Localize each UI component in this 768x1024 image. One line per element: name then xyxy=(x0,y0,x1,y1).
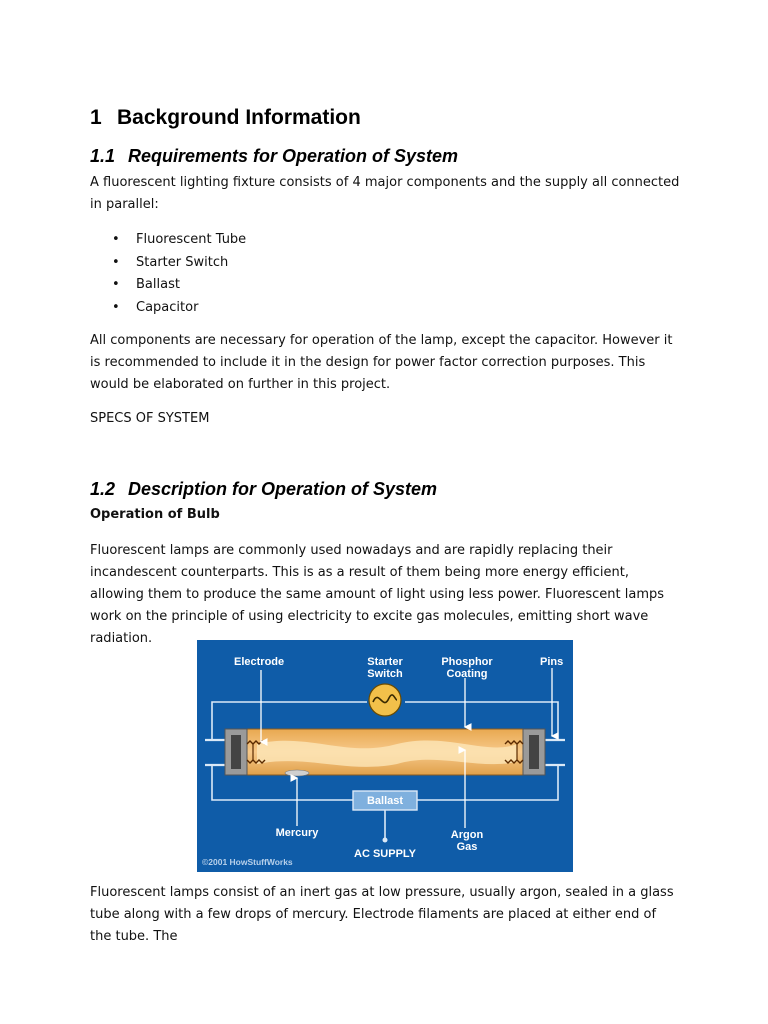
label-switch: Switch xyxy=(367,668,403,680)
specs-text: SPECS OF SYSTEM xyxy=(90,411,210,426)
label-ballast: Ballast xyxy=(366,795,404,807)
label-mercury: Mercury xyxy=(275,827,319,839)
label-starter: Starter xyxy=(367,656,403,668)
section-title: Background Information xyxy=(117,106,361,129)
section-number: 1 xyxy=(90,106,102,129)
label-ac-supply: AC SUPPLY xyxy=(354,848,416,860)
fluorescent-tube xyxy=(235,729,535,776)
section-number: 1.1 xyxy=(90,146,116,166)
fluorescent-lamp-diagram xyxy=(197,640,573,872)
ac-supply-terminal xyxy=(383,838,388,843)
section-number: 1.2 xyxy=(90,479,116,499)
list-item: • Starter Switch xyxy=(112,252,246,275)
section-title: Description for Operation of System xyxy=(128,479,438,499)
section-1-heading xyxy=(90,106,361,130)
label-argon: Argon xyxy=(450,829,484,841)
bullet-icon: • xyxy=(112,254,120,270)
section-1-1-heading xyxy=(90,146,458,167)
intro-paragraph: A fluorescent lighting fixture consists of 4 major components and the supply all connected in parallel: xyxy=(90,175,680,212)
label-gas: Gas xyxy=(456,841,478,853)
label-phosphor: Phosphor xyxy=(441,656,493,668)
bullet-icon: • xyxy=(112,277,120,292)
label-electrode: Electrode xyxy=(234,656,285,668)
mercury-drop xyxy=(285,770,309,776)
lamp-construction-paragraph: Fluorescent lamps consist of an inert gas at low pressure, usually argon, sealed in a glass tube along with a few drops of mercury. Electrode filaments are placed at either end of the tube. The xyxy=(90,885,674,944)
starter-switch-icon xyxy=(369,684,401,716)
bullet-icon: • xyxy=(112,299,120,315)
label-coating: Coating xyxy=(446,668,488,680)
label-pins: Pins xyxy=(540,656,564,668)
operation-paragraph: Fluorescent lamps are commonly used nowadays and are rapidly replacing their incandescent counterparts. This is as a result of them being more energy efficient, allowing them to produce the same amount of light using less power. Fluorescent lamps work on the principle of using electricity to excite gas molecules, emitting short wave radiation. xyxy=(90,543,665,646)
list-item: • Fluorescent Tube xyxy=(112,229,246,252)
section-1-2-heading xyxy=(90,479,437,500)
figure-credit: ©2001 HowStuffWorks xyxy=(202,857,293,867)
section-title: Requirements for Operation of System xyxy=(128,146,459,166)
operation-subheading: Operation of Bulb xyxy=(90,507,220,522)
components-paragraph: All components are necessary for operation of the lamp, except the capacitor. However it is recommended to include it in the design for power factor correction purposes. This would be elaborated on further in this project. xyxy=(90,333,673,392)
bullet-icon: • xyxy=(112,232,120,247)
list-item: • Ballast xyxy=(112,274,246,297)
components-list xyxy=(112,229,246,319)
list-item: • Capacitor xyxy=(112,297,246,320)
